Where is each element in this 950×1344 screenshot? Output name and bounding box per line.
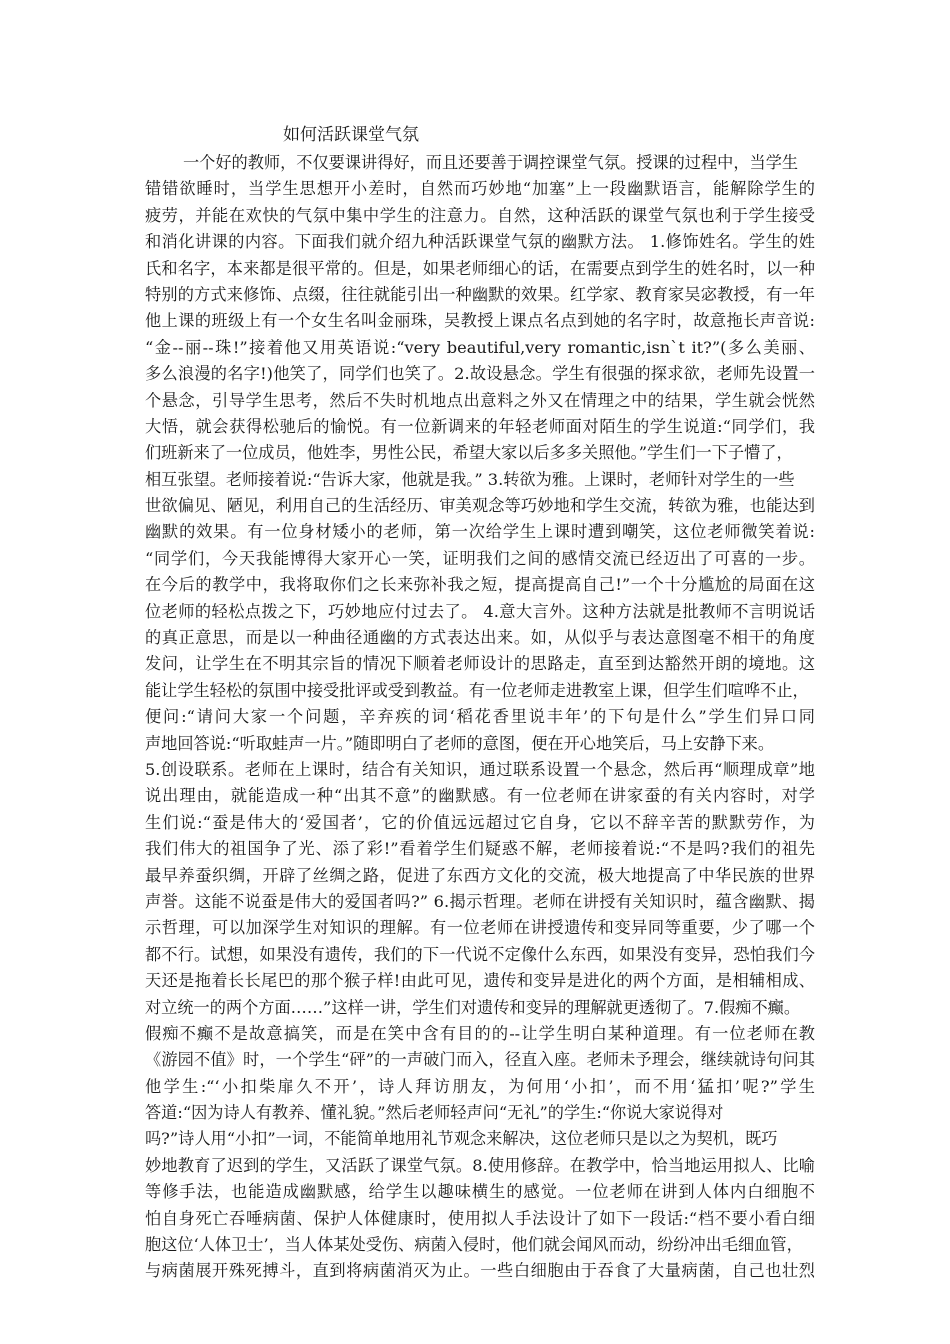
body-line: 位老师的轻松点拨之下，巧妙地应付过去了。 4.意大言外。这种方法就是批教师不言明说话 [145,601,815,621]
body-line: 个悬念，引导学生思考，然后不失时机地点出意料之外又在情理之中的结果，学生就会恍然 [145,390,815,410]
body-line: 在今后的教学中，我将取你们之长来弥补我之短，提高提高自己!”一个十分尴尬的局面在这 [145,575,815,595]
body-line: 对立统一的两个方面……”这样一讲，学生们对遗传和变异的理解就更透彻了。7.假痴不癫。 [145,997,801,1017]
body-line: 怕自身死亡吞唾病菌、保护人体健康时，使用拟人手法设计了如下一段话:“档不要小看白细 [145,1208,815,1228]
body-line: 便问:“请问大家一个问题，辛弃疾的词‘稻花香里说丰年’的下句是什么”学生们异口同 [145,707,815,727]
body-line: “同学们，今天我能博得大家开心一笑，证明我们之间的感情交流已经迈出了可喜的一步。 [145,548,815,568]
body-line: 世欲偏见、陋见，利用自己的生活经历、审美观念等巧妙地和学生交流，转欲为雅，也能达到 [145,496,815,516]
body-line: 妙地教育了迟到的学生，又活跃了课堂气氛。8.使用修辞。在教学中，恰当地运用拟人、比喻 [145,1155,815,1175]
body-line: 多么浪漫的名字!)他笑了，同学们也笑了。2.故设悬念。学生有很强的探求欲，老师先设置一 [145,364,815,384]
body-line: 和消化讲课的内容。下面我们就介绍九种活跃课堂气氛的幽默方法。 1.修饰姓名。学生的姓 [145,232,815,252]
body-line: 最早养蚕织绸，开辟了丝绸之路，促进了东西方文化的交流，极大地提高了中华民族的世界 [145,865,815,885]
body-line: 生们说:“蚕是伟大的‘爱国者’，它的价值远远超过它自身，它以不辞辛苦的默默劳作，为 [145,812,815,832]
body-line: 的真正意思，而是以一种曲径通幽的方式表达出来。如，从似乎与表达意图毫不相干的角度 [145,628,815,648]
body-line: 5.创设联系。老师在上课时，结合有关知识，通过联系设置一个悬念，然后再“顺理成章”地 [145,759,815,779]
body-line: 都不行。试想，如果没有遗传，我们的下一代说不定像什么东西，如果没有变异，恐怕我们今 [145,944,815,964]
body-line: 吗?”诗人用“小扣”一词，不能简单地用礼节观念来解决，这位老师只是以之为契机，既巧 [145,1129,778,1149]
body-line: 声地回答说:“听取蛙声一片。”随即明白了老师的意图，便在开心地笑后，马上安静下来。 [145,733,775,753]
body-line: 天还是拖着长长尾巴的那个猴子样!由此可见，遗传和变异是进化的两个方面，是相辅相成、 [145,971,815,991]
body-line: 幽默的效果。有一位身材矮小的老师，第一次给学生上课时遭到嘲笑，这位老师微笑着说: [145,522,815,542]
body-line: 一个好的教师，不仅要课讲得好，而且还要善于调控课堂气氛。授课的过程中，当学生 [183,153,799,172]
page-title: 如何活跃课堂气氛 [283,125,419,145]
body-text [145,150,815,1285]
body-line: 等修手法，也能造成幽默感，给学生以趣味横生的感觉。一位老师在讲到人体内白细胞不 [145,1182,815,1202]
body-line: “金--丽--珠!”接着他又用英语说:“very beautiful,very romantic,isn`t it?”(多么美丽、 [145,337,815,357]
body-line: 他上课的班级上有一个女生名叫金丽珠，吴教授上课点名点到她的名字时，故意拖长声音说: [145,311,815,331]
body-line: 氏和名字，本来都是很平常的。但是，如果老师细心的话，在需要点到学生的姓名时，以一种 [145,258,815,278]
body-line: 们班新来了一位成员，他姓李，男性公民，希望大家以后多多关照他。”学生们一下子懵了， [145,443,793,463]
body-line: 答道:“因为诗人有教养、懂礼貌。”然后老师轻声问“无礼”的学生:“你说大家说得对 [145,1103,724,1123]
body-line: 《游园不值》时，一个学生“砰”的一声破门而入，径直入座。老师未予理会，继续就诗句问其 [145,1050,815,1070]
body-line: 特别的方式来修饰、点缀，往往就能引出一种幽默的效果。红学家、教育家吴宓教授，有一年 [145,284,815,304]
body-line: 发问，让学生在不明其宗旨的情况下顺着老师设计的思路走，直至到达豁然开朗的境地。这 [145,654,815,674]
body-line: 示哲理，可以加深学生对知识的理解。有一位老师在讲授遗传和变异同等重要，少了哪一个 [145,918,815,938]
body-line: 说出理由，就能造成一种“出其不意”的幽默感。有一位老师在讲家蚕的有关内容时，对学 [145,786,815,806]
body-line: 与病菌展开殊死搏斗，直到将病菌消灭为止。一些白细胞由于吞食了大量病菌，自己也壮烈 [145,1261,815,1281]
body-line: 胞这位‘人体卫士’，当人体某处受伤、病菌入侵时，他们就会闻风而动，纷纷冲出毛细血管， [145,1235,803,1255]
body-line: 他学生:“‘小扣柴扉久不开’，诗人拜访朋友，为何用‘小扣’，而不用‘猛扣’呢?”学生 [145,1076,815,1096]
body-line: 错错欲睡时，当学生思想开小差时，自然而巧妙地“加塞”上一段幽默语言，能解除学生的 [145,179,815,199]
body-line: 声誉。这能不说蚕是伟大的爱国者吗?” 6.揭示哲理。老师在讲授有关知识时，蕴含幽默、揭 [145,891,815,911]
body-line: 我们伟大的祖国争了光、添了彩!”看着学生们疑惑不解，老师接着说:“不是吗?我们的祖先 [145,839,815,859]
body-line: 相互张望。老师接着说:“告诉大家，他就是我。” 3.转欲为雅。上课时，老师针对学生的一些 [145,469,795,489]
body-line: 疲劳，并能在欢快的气氛中集中学生的注意力。自然，这种活跃的课堂气氛也利于学生接受 [145,205,815,225]
body-line: 大悟，就会获得松驰后的愉悦。有一位新调来的年轻老师面对陌生的学生说道:“同学们，我 [145,416,815,436]
body-line: 能让学生轻松的氛围中接受批评或受到教益。有一位老师走进教室上课，但学生们喧哗不止， [145,680,809,700]
body-line: 假痴不癫不是故意搞笑，而是在笑中含有目的的--让学生明白某种道理。有一位老师在教 [145,1023,815,1043]
